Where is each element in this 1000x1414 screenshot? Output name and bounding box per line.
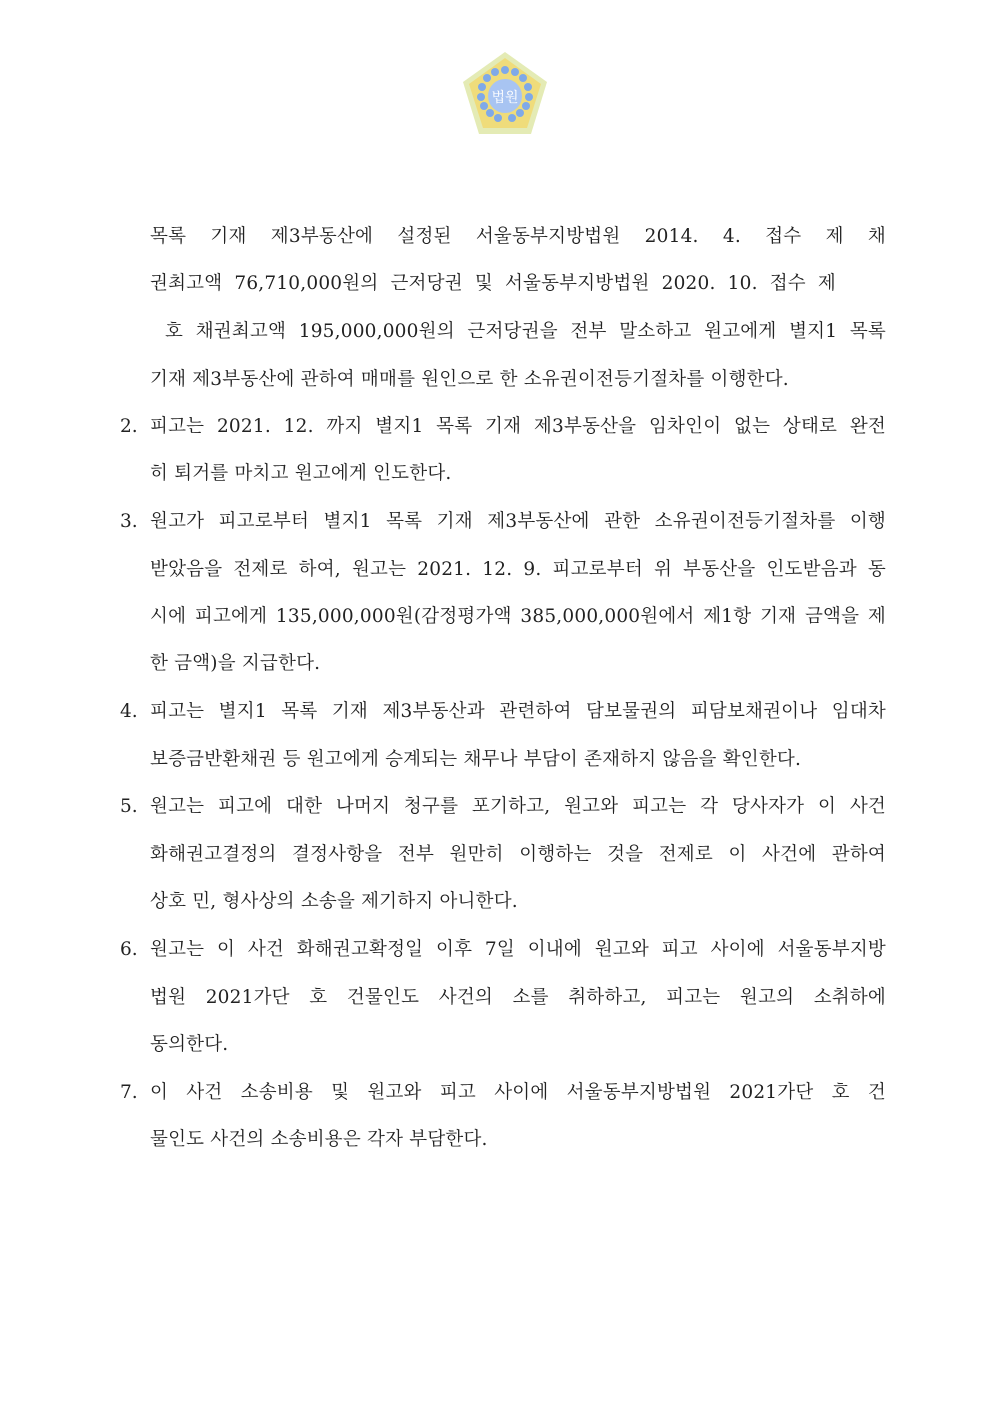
text-line: 원고는 피고에 대한 나머지 청구를 포기하고, 원고와 피고는 각 당사자가 이 사건 [150, 796, 886, 817]
text-line: 기재 제3부동산에 관하여 매매를 원인으로 한 소유권이전등기절차를 이행한다. [150, 369, 789, 390]
text-line: 화해권고결정의 결정사항을 전부 원만히 이행하는 것을 전제로 이 사건에 관하여 [150, 844, 886, 865]
text-line: 시에 피고에게 135,000,000원(감정평가액 385,000,000원에서 제1항 기재 금액을 제 [150, 606, 886, 627]
text-line: 호 채권최고액 195,000,000원의 근저당권을 전부 말소하고 원고에게 별지1 목록 [165, 321, 886, 342]
court-emblem-icon [459, 48, 551, 144]
item-number: 4. [120, 701, 138, 722]
emblem-label: 법원 [491, 90, 519, 106]
item-number: 6. [120, 939, 138, 960]
text-line: 원고는 이 사건 화해권고확정일 이후 7일 이내에 원고와 피고 사이에 서울동부지방 [150, 939, 886, 960]
text-line: 목록 기재 제3부동산에 설정된 서울동부지방법원 2014. 4. 접수 제 채 [150, 226, 886, 247]
text-line: 한 금액)을 지급한다. [150, 653, 321, 674]
text-line: 권최고액 76,710,000원의 근저당권 및 서울동부지방법원 2020. 10. 접수 제 [150, 273, 836, 294]
text-line: 피고는 2021. 12. 까지 별지1 목록 기재 제3부동산을 임차인이 없는 상태로 완전 [150, 416, 886, 437]
text-line: 물인도 사건의 소송비용은 각자 부담한다. [150, 1129, 488, 1150]
text-line: 이 사건 소송비용 및 원고와 피고 사이에 서울동부지방법원 2021가단 호 건 [150, 1082, 886, 1103]
text-line: 피고는 별지1 목록 기재 제3부동산과 관련하여 담보물권의 피담보채권이나 임대차 [150, 701, 886, 722]
item-number: 2. [120, 416, 138, 437]
court-emblem [459, 48, 551, 144]
item-number: 3. [120, 511, 138, 532]
text-line: 법원 2021가단 호 건물인도 사건의 소를 취하하고, 피고는 원고의 소취하에 [150, 987, 886, 1008]
text-line: 동의한다. [150, 1034, 229, 1055]
text-line: 보증금반환채권 등 원고에게 승계되는 채무나 부담이 존재하지 않음을 확인한다. [150, 749, 802, 770]
text-line: 받았음을 전제로 하여, 원고는 2021. 12. 9. 피고로부터 위 부동산을 인도받음과 동 [150, 559, 886, 580]
text-line: 상호 민, 형사상의 소송을 제기하지 아니한다. [150, 891, 518, 912]
text-line: 히 퇴거를 마치고 원고에게 인도한다. [150, 463, 452, 484]
item-number: 7. [120, 1082, 138, 1103]
text-line: 원고가 피고로부터 별지1 목록 기재 제3부동산에 관한 소유권이전등기절차를 이행 [150, 511, 886, 532]
item-number: 5. [120, 796, 138, 817]
